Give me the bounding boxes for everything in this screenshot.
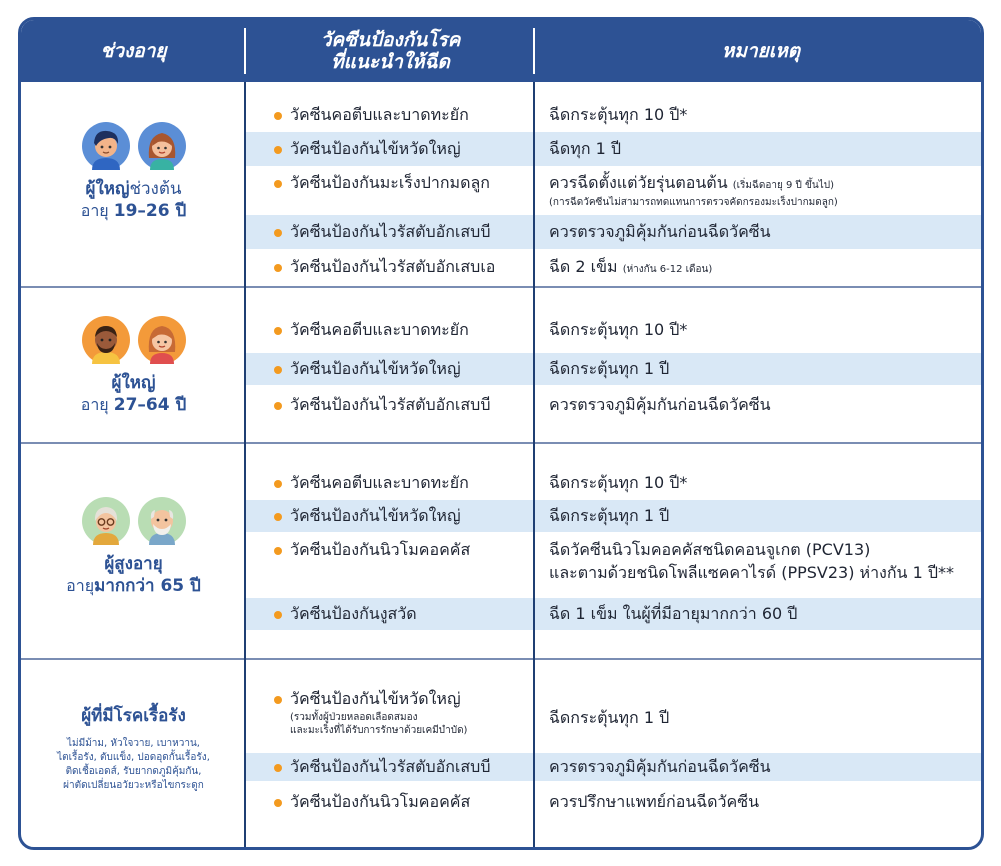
table-header [21,20,981,82]
vaccine-name: วัคซีนป้องกันไข้หวัดใหญ่ [246,139,533,159]
bullet-icon [274,513,282,521]
bullet-icon [274,799,282,807]
vaccine-table [18,17,984,850]
vaccine-name: วัคซีนป้องกันงูสวัด [246,604,533,624]
vaccine-name: วัคซีนป้องกันไวรัสตับอักเสบบี [246,395,533,415]
vaccine-note: ฉีดกระตุ้นทุก 10 ปี* [549,105,688,124]
group-title: ผู้ใหญ่ช่วงต้น [85,179,182,199]
vaccine-name: วัคซีนคอตีบและบาดทะยัก [246,320,533,340]
header-note: หมายเหตุ [721,40,801,62]
vaccine-name: วัคซีนป้องกันไวรัสตับอักเสบบี [246,757,533,777]
bullet-icon [274,611,282,619]
bullet-icon [274,480,282,488]
group-age: อายุ 19–26 ปี [80,201,187,221]
vaccine-note: ฉีดกระตุ้นทุก 1 ปี [549,359,670,378]
group-title: ผู้สูงอายุ [104,554,163,574]
vaccine-note: ฉีดทุก 1 ปี [549,139,622,158]
vaccine-name: วัคซีนป้องกันไข้หวัดใหญ่ [246,506,533,526]
header-vaccine: วัคซีนป้องกันโรค ที่แนะนำให้ฉีด [320,29,461,73]
bullet-icon [274,366,282,374]
vaccine-note: ควรตรวจภูมิคุ้มกันก่อนฉีดวัคซีน [549,222,771,241]
vaccine-name: วัคซีนป้องกันมะเร็งปากมดลูก [246,173,533,193]
adult-man-avatar-icon [82,316,130,364]
bullet-icon [274,229,282,237]
elderly-man-avatar-icon [138,497,186,545]
vaccine-note: ฉีดวัคซีนนิวโมคอคคัสชนิดคอนจูเกต (PCV13) และตามด้วยชนิดโพลีแซคคาไรด์ (PPSV23) ห่างกัน 1 ปี** [549,540,954,582]
young-woman-avatar-icon [138,122,186,170]
vaccine-name: วัคซีนป้องกันไวรัสตับอักเสบบี [246,222,533,242]
vaccine-name: วัคซีนป้องกันไข้หวัดใหญ่ (รวมทั้งผู้ป่วยหลอดเลือดสมอง และมะเร็งที่ได้รับการรักษาด้วยเคมีบำบัด) [246,689,533,737]
group-divider [21,658,981,660]
group-description: ไม่มีม้าม, หัวใจวาย, เบาหวาน, ไตเรื้อรัง, ตับแข็ง, ปอดอุดกั้นเรื้อรัง, ติดเชื้อเอดส์, รับยากดภูมิคุ้มกัน, ผ่าตัดเปลี่ยนอวัยวะหรือไขกระดูก [57,738,210,791]
vaccine-name: วัคซีนป้องกันไวรัสตับอักเสบเอ [246,257,533,277]
group-title: ผู้ใหญ่ [111,373,156,393]
vaccine-note: ฉีด 2 เข็ม (ห่างกัน 6-12 เดือน) [549,257,713,276]
vaccine-note: ควรปรึกษาแพทย์ก่อนฉีดวัคซีน [549,792,760,811]
elderly-woman-avatar-icon [82,497,130,545]
bullet-icon [274,402,282,410]
vaccine-note: ควรตรวจภูมิคุ้มกันก่อนฉีดวัคซีน [549,395,771,414]
adult-woman-avatar-icon [138,316,186,364]
group-elderly [21,497,246,597]
vaccine-name: วัคซีนป้องกันไข้หวัดใหญ่ [246,359,533,379]
vaccine-note: ควรตรวจภูมิคุ้มกันก่อนฉีดวัคซีน [549,757,771,776]
group-young-adult [21,122,246,222]
group-chronic [21,705,246,793]
header-age: ช่วงอายุ [100,40,167,62]
group-age: อายุ 27–64 ปี [80,395,187,415]
group-age: อายุมากกว่า 65 ปี [66,576,201,596]
bullet-icon [274,180,282,188]
vaccine-note: ฉีดกระตุ้นทุก 1 ปี [549,708,670,727]
bullet-icon [274,547,282,555]
bullet-icon [274,112,282,120]
vaccine-note: ฉีด 1 เข็ม ในผู้ที่มีอายุมากกว่า 60 ปี [549,604,798,623]
bullet-icon [274,264,282,272]
vaccine-name: วัคซีนคอตีบและบาดทะยัก [246,105,533,125]
group-divider [21,442,981,444]
vaccine-name: วัคซีนป้องกันนิวโมคอคคัส [246,540,533,560]
bullet-icon [274,696,282,704]
group-divider [21,286,981,288]
bullet-icon [274,327,282,335]
group-adult [21,316,246,416]
vaccine-note: ควรฉีดตั้งแต่วัยรุ่นตอนต้น (เริ่มฉีดอายุ 9 ปี ขึ้นไป) (การฉีดวัคซีนไม่สามารถทดแทนการตรวจคัดกรองมะเร็งปากมดลูก) [549,173,838,208]
vaccine-name: วัคซีนป้องกันนิวโมคอคคัส [246,792,533,812]
bullet-icon [274,146,282,154]
vaccine-note: ฉีดกระตุ้นทุก 10 ปี* [549,473,688,492]
bullet-icon [274,764,282,772]
group-title: ผู้ที่มีโรคเรื้อรัง [81,706,186,726]
vaccine-note: ฉีดกระตุ้นทุก 1 ปี [549,506,670,525]
vaccine-note: ฉีดกระตุ้นทุก 10 ปี* [549,320,688,339]
young-man-avatar-icon [82,122,130,170]
vaccine-name: วัคซีนคอตีบและบาดทะยัก [246,473,533,493]
